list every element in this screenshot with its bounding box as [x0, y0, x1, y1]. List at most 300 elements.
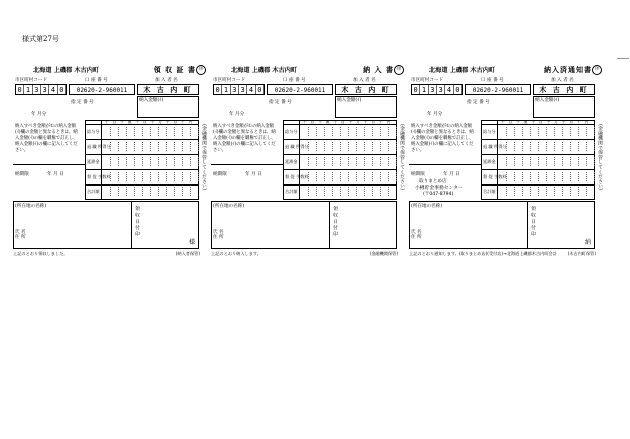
code-digit: 3	[33, 85, 41, 94]
code-digit: 3	[429, 85, 437, 94]
amount-cell	[111, 127, 119, 136]
amount-cell	[175, 127, 183, 136]
amount-cell	[301, 157, 309, 166]
amount-cell	[365, 172, 373, 181]
row-divider	[283, 139, 397, 140]
amount-label: 納入金額(ｲ)	[337, 98, 362, 103]
honorific: 様	[189, 239, 196, 246]
receipt-stamp-label: 領 収 日 付 印	[134, 206, 139, 237]
row-label: 給与分	[483, 129, 496, 134]
amount-unit: 十	[379, 120, 383, 124]
amount-unit: 十	[516, 120, 520, 124]
amount-cells	[499, 157, 595, 166]
amount-cell	[365, 127, 373, 136]
slip-header	[409, 64, 602, 76]
row-label: 督 促 手数料	[87, 174, 111, 179]
amount-unit: 十	[181, 120, 185, 124]
amount-cell	[333, 172, 341, 181]
designation-number-label: 指 定 番 号	[269, 100, 292, 105]
amount-cell	[563, 142, 571, 151]
amount-unit: 億	[127, 120, 132, 124]
amount-cell	[499, 127, 507, 136]
due-date-value: 年 月 日	[443, 172, 460, 177]
amount-cell	[167, 157, 175, 166]
amount-unit: 十	[348, 120, 353, 124]
stamp-divider	[131, 201, 132, 249]
amount-cell	[579, 127, 587, 136]
amount-cell	[579, 157, 587, 166]
account-number: 02620-2-960011	[465, 84, 531, 95]
amount-unit: 千	[501, 120, 505, 124]
row-label: 延滞金	[483, 159, 496, 164]
amount-cell	[563, 172, 571, 181]
slip-title: 納入済通知書	[544, 66, 592, 74]
amount-unit: 千	[165, 120, 170, 124]
amount-cell	[373, 142, 381, 151]
amount-cell	[507, 127, 515, 136]
amount-cell	[539, 142, 547, 151]
amount-cell	[507, 172, 515, 181]
amount-cell	[357, 142, 365, 151]
amount-unit: 万	[554, 120, 558, 124]
amount-cell	[183, 157, 191, 166]
honorific: 納	[585, 239, 592, 246]
amount-cells	[301, 157, 397, 166]
amount-cell	[317, 157, 325, 166]
amount-cell	[325, 127, 333, 136]
amount-cell	[301, 142, 309, 151]
storage-note: (金融機関保管)	[369, 251, 398, 256]
amount-unit: 百	[371, 120, 375, 124]
footer-statement: 上記のとおり領収しました。	[13, 251, 68, 256]
amount-unit: 円	[386, 120, 391, 124]
row-divider	[85, 124, 199, 125]
storage-note: (木古内町保管)	[567, 251, 596, 256]
amount-cell	[111, 172, 119, 181]
municipal-code-label: 市区町村コード	[213, 78, 246, 83]
slip-header	[13, 64, 206, 76]
amount-cell	[333, 157, 341, 166]
amount-unit: 百	[112, 120, 117, 124]
code-digit: 0	[412, 85, 420, 94]
amount-cell	[167, 127, 175, 136]
amount-cell	[515, 172, 523, 181]
amount-cell	[381, 142, 389, 151]
amount-cell	[103, 142, 111, 151]
amount-cell	[301, 127, 309, 136]
amount-cell	[587, 127, 595, 136]
side-note: (金融機関で保管してください)	[399, 124, 404, 191]
amount-cell	[103, 172, 111, 181]
row-divider	[481, 124, 595, 125]
amount-cells	[499, 142, 595, 151]
row-label: 合計額	[483, 189, 496, 194]
stamp-divider	[527, 201, 528, 249]
code-digit: 3	[231, 85, 239, 94]
amount-cell	[183, 172, 191, 181]
total-row	[85, 185, 199, 200]
amount-unit: 千	[303, 120, 307, 124]
amount-cell	[523, 157, 531, 166]
amount-cell	[341, 127, 349, 136]
name-label: 氏 名 住 所	[15, 230, 26, 240]
amount-cell	[167, 142, 175, 151]
code-digit: 3	[437, 85, 445, 94]
amount-cell	[341, 157, 349, 166]
designation-number-label: 指 定 番 号	[467, 100, 490, 105]
amount-unit: 百	[143, 120, 147, 124]
amount-cell	[531, 172, 539, 181]
date-divider	[211, 164, 283, 165]
amount-cell	[191, 127, 199, 136]
amount-cell	[563, 127, 571, 136]
amount-cell	[381, 127, 389, 136]
amount-cell	[151, 157, 159, 166]
contact-postcode: (〒047-8794)	[423, 192, 454, 197]
code-digit: 0	[58, 85, 66, 94]
amount-cell	[143, 172, 151, 181]
code-digit: 3	[239, 85, 247, 94]
amount-cell	[579, 142, 587, 151]
due-date-label: 納期限	[411, 172, 425, 177]
name-label: 氏 名 住 所	[411, 230, 422, 240]
amount-cell	[151, 172, 159, 181]
amount-cell	[365, 142, 373, 151]
row-label: 退 職 所得分	[483, 144, 507, 149]
amount-unit: 百	[539, 120, 543, 124]
address-label: (所在地の名称)	[213, 204, 245, 209]
amount-cell	[143, 142, 151, 151]
row-label: 給与分	[285, 129, 298, 134]
amount-unit: 十	[120, 120, 124, 124]
payer-name: 木 古 内 町	[137, 84, 199, 95]
amount-unit: 百	[341, 120, 345, 124]
payer-name-label: 加 入 者 名	[155, 78, 178, 83]
code-digit: 0	[454, 85, 462, 94]
amount-cell	[547, 142, 555, 151]
date-divider	[13, 164, 85, 165]
date-divider	[409, 164, 481, 165]
amount-cell	[341, 142, 349, 151]
row-label: 督 促 手数料	[285, 174, 309, 179]
seal-mark: ㊞	[592, 65, 602, 75]
amount-unit: 万	[158, 120, 162, 124]
row-label: 督 促 手数料	[483, 174, 507, 179]
amount-cell	[191, 172, 199, 181]
amount-cells	[103, 172, 199, 181]
amount-cell	[111, 157, 119, 166]
receipt-stamp-label: 領 収 日 付 印	[530, 206, 535, 237]
amount-label: 納入金額(ｲ)	[139, 98, 164, 103]
amount-cell	[381, 157, 389, 166]
row-label: 退 職 所得分	[87, 144, 111, 149]
amount-cell	[191, 157, 199, 166]
amount-cells	[103, 142, 199, 151]
amount-cell	[563, 157, 571, 166]
amount-cell	[159, 127, 167, 136]
amount-cell	[389, 142, 397, 151]
amount-unit: 百	[310, 120, 315, 124]
row-label: 合計額	[87, 189, 100, 194]
amount-cell	[183, 127, 191, 136]
amount-cell	[325, 172, 333, 181]
amount-unit: 百	[173, 120, 177, 124]
code-digit: 0	[214, 85, 222, 94]
amount-cell	[309, 127, 317, 136]
row-divider	[283, 124, 397, 125]
row-divider	[85, 169, 199, 170]
amount-cell	[547, 127, 555, 136]
amount-cell	[373, 157, 381, 166]
amount-cells	[301, 127, 397, 136]
payer-name-label: 加 入 者 名	[353, 78, 376, 83]
amount-cell	[531, 127, 539, 136]
tax-slip	[409, 64, 602, 260]
amount-cell	[317, 142, 325, 151]
amount-unit: 千	[531, 120, 535, 124]
amount-cell	[119, 157, 127, 166]
amount-cell	[555, 142, 563, 151]
code-digit: 0	[256, 85, 264, 94]
address-label: (所在地の名称)	[411, 204, 443, 209]
row-divider	[283, 169, 397, 170]
amount-cell	[135, 157, 143, 166]
row-label: 延滞金	[87, 159, 100, 164]
amount-cell	[523, 127, 531, 136]
amount-unit: 十	[577, 120, 581, 124]
row-divider	[85, 154, 199, 155]
slip-title: 領 収 証 書	[153, 66, 196, 74]
slip-header	[211, 64, 404, 76]
amount-cell	[547, 157, 555, 166]
amount-cell	[571, 157, 579, 166]
amount-cell	[127, 142, 135, 151]
instruction-note: 納入すべき金額が①の納入金額(ｲ)欄の金額と異なるときは、納入金額(ｲ)の欄を職権で訂正し、納入金額(ｲ)の欄に記入してください。	[15, 124, 78, 153]
footer-statement: 上記のとおり納入します。	[211, 251, 261, 256]
amount-cell	[571, 142, 579, 151]
payer-name-label: 加 入 者 名	[551, 78, 574, 83]
contact-value: 小樽貯金事務センター	[415, 186, 463, 191]
name-label: 氏 名 住 所	[213, 230, 224, 240]
amount-unit: 千	[363, 120, 368, 124]
amount-cell	[357, 157, 365, 166]
amount-cell	[357, 127, 365, 136]
code-digit: 1	[420, 85, 428, 94]
amount-cells	[301, 142, 397, 151]
amount-cell	[119, 142, 127, 151]
amount-cell	[325, 142, 333, 151]
amount-cell	[499, 172, 507, 181]
amount-cell	[499, 142, 507, 151]
amount-cells	[499, 172, 595, 181]
code-digit: 4	[49, 85, 57, 94]
receipt-stamp-label: 領 収 日 付 印	[332, 206, 337, 237]
amount-cell	[325, 157, 333, 166]
amount-cell	[349, 142, 357, 151]
amount-cell	[159, 157, 167, 166]
amount-cell	[389, 157, 397, 166]
amount-cell	[515, 157, 523, 166]
amount-cell	[127, 157, 135, 166]
amount-cell	[381, 172, 389, 181]
table-label-divider	[299, 120, 300, 200]
amount-unit: 千	[105, 120, 109, 124]
row-divider	[85, 139, 199, 140]
amount-cell	[531, 142, 539, 151]
amount-unit: 千	[135, 120, 139, 124]
tax-slip	[13, 64, 206, 260]
amount-cell	[571, 127, 579, 136]
amount-cells	[301, 172, 397, 181]
amount-cell	[341, 172, 349, 181]
amount-cell	[135, 172, 143, 181]
amount-cell	[127, 172, 135, 181]
amount-label: 納入金額(ｲ)	[535, 98, 560, 103]
amount-cell	[143, 157, 151, 166]
amount-cell	[515, 127, 523, 136]
account-number-label: 口 座 番 号	[85, 78, 108, 83]
amount-cell	[317, 172, 325, 181]
code-digit: 4	[247, 85, 255, 94]
amount-cell	[151, 127, 159, 136]
amount-cell	[539, 172, 547, 181]
municipal-code-label: 市区町村コード	[15, 78, 48, 83]
amount-cell	[523, 142, 531, 151]
amount-cell	[515, 142, 523, 151]
row-divider	[481, 139, 595, 140]
code-digit: 0	[16, 85, 24, 94]
amount-cell	[119, 172, 127, 181]
amount-cell	[587, 142, 595, 151]
amount-cell	[587, 157, 595, 166]
amount-cell	[539, 127, 547, 136]
slip-title: 納 入 書	[363, 66, 394, 74]
amount-cell	[547, 172, 555, 181]
storage-note: (納入者保管)	[175, 251, 200, 256]
issuer-name: 北海道 上磯郡 木古内町	[33, 67, 100, 74]
account-number-label: 口 座 番 号	[481, 78, 504, 83]
address-label: (所在地の名称)	[15, 204, 47, 209]
amount-cell	[159, 172, 167, 181]
due-date-value: 年 月 日	[47, 172, 64, 177]
issuer-name: 北海道 上磯郡 木古内町	[429, 67, 496, 74]
amount-cell	[571, 172, 579, 181]
amount-cell	[317, 127, 325, 136]
amount-cell	[349, 127, 357, 136]
amount-cell	[507, 157, 515, 166]
amount-cells	[103, 157, 199, 166]
amount-cells	[499, 127, 595, 136]
amount-cell	[555, 157, 563, 166]
amount-cell	[135, 127, 143, 136]
amount-cell	[175, 142, 183, 151]
due-date-label: 納期限	[15, 172, 29, 177]
amount-unit: 百	[508, 120, 513, 124]
edge-mark	[617, 58, 629, 59]
amount-unit: 億	[325, 120, 330, 124]
code-digit: 3	[41, 85, 49, 94]
row-label: 給与分	[87, 129, 100, 134]
amount-unit: 十	[150, 120, 155, 124]
amount-cell	[507, 142, 515, 151]
amount-cell	[175, 157, 183, 166]
amount-cell	[151, 142, 159, 151]
amount-cell	[523, 172, 531, 181]
payer-name: 木 古 内 町	[335, 84, 397, 95]
total-row	[481, 185, 595, 200]
amount-unit: 億	[523, 120, 528, 124]
amount-cell	[579, 172, 587, 181]
amount-cell	[191, 142, 199, 151]
amount-cell	[333, 142, 341, 151]
amount-unit: 万	[356, 120, 360, 124]
amount-cell	[135, 142, 143, 151]
instruction-note: 納入すべき金額が①の納入金額(ｲ)欄の金額と異なるときは、納入金額(ｲ)の欄を職権で訂正し、納入金額(ｲ)の欄に記入してください。	[213, 124, 276, 153]
table-label-divider	[497, 120, 498, 200]
amount-cell	[127, 127, 135, 136]
payer-name: 木 古 内 町	[533, 84, 595, 95]
side-note: (金融機関で保管してください)	[597, 124, 602, 191]
municipal-code	[15, 84, 67, 95]
due-date-value: 年 月 日	[245, 172, 262, 177]
amount-cell	[349, 172, 357, 181]
account-number-label: 口 座 番 号	[283, 78, 306, 83]
amount-cell	[175, 172, 183, 181]
period-label: 年 月分	[427, 112, 443, 117]
seal-mark: ㊞	[394, 65, 404, 75]
amount-unit: 円	[188, 120, 193, 124]
amount-unit: 千	[333, 120, 337, 124]
amount-cell	[183, 142, 191, 151]
row-divider	[481, 154, 595, 155]
designation-number-label: 指 定 番 号	[71, 100, 94, 105]
municipal-code	[213, 84, 265, 95]
row-label: 退 職 所得分	[285, 144, 309, 149]
amount-cell	[333, 127, 341, 136]
amount-cell	[159, 142, 167, 151]
due-date-label: 納期限	[213, 172, 227, 177]
row-divider	[283, 154, 397, 155]
amount-cell	[587, 172, 595, 181]
municipal-code-label: 市区町村コード	[411, 78, 444, 83]
amount-cell	[373, 127, 381, 136]
amount-cell	[111, 142, 119, 151]
code-digit: 1	[24, 85, 32, 94]
amount-cell	[389, 172, 397, 181]
side-note: (金融機関で保管してください)	[201, 124, 206, 191]
amount-cell	[539, 157, 547, 166]
row-label: 合計額	[285, 189, 298, 194]
form-number: 様式第27号	[22, 35, 59, 43]
amount-cell	[555, 172, 563, 181]
amount-cell	[103, 157, 111, 166]
account-number: 02620-2-960011	[69, 84, 135, 95]
code-digit: 4	[445, 85, 453, 94]
issuer-name: 北海道 上磯郡 木古内町	[231, 67, 298, 74]
amount-unit: 百	[569, 120, 573, 124]
amount-unit: 十	[546, 120, 551, 124]
period-label: 年 月分	[31, 112, 47, 117]
row-label: 延滞金	[285, 159, 298, 164]
seal-mark: ㊞	[196, 65, 206, 75]
amount-cell	[309, 157, 317, 166]
amount-unit: 十	[318, 120, 322, 124]
period-label: 年 月分	[229, 112, 245, 117]
amount-cells	[103, 127, 199, 136]
amount-cell	[555, 127, 563, 136]
amount-cell	[309, 172, 317, 181]
code-digit: 1	[222, 85, 230, 94]
